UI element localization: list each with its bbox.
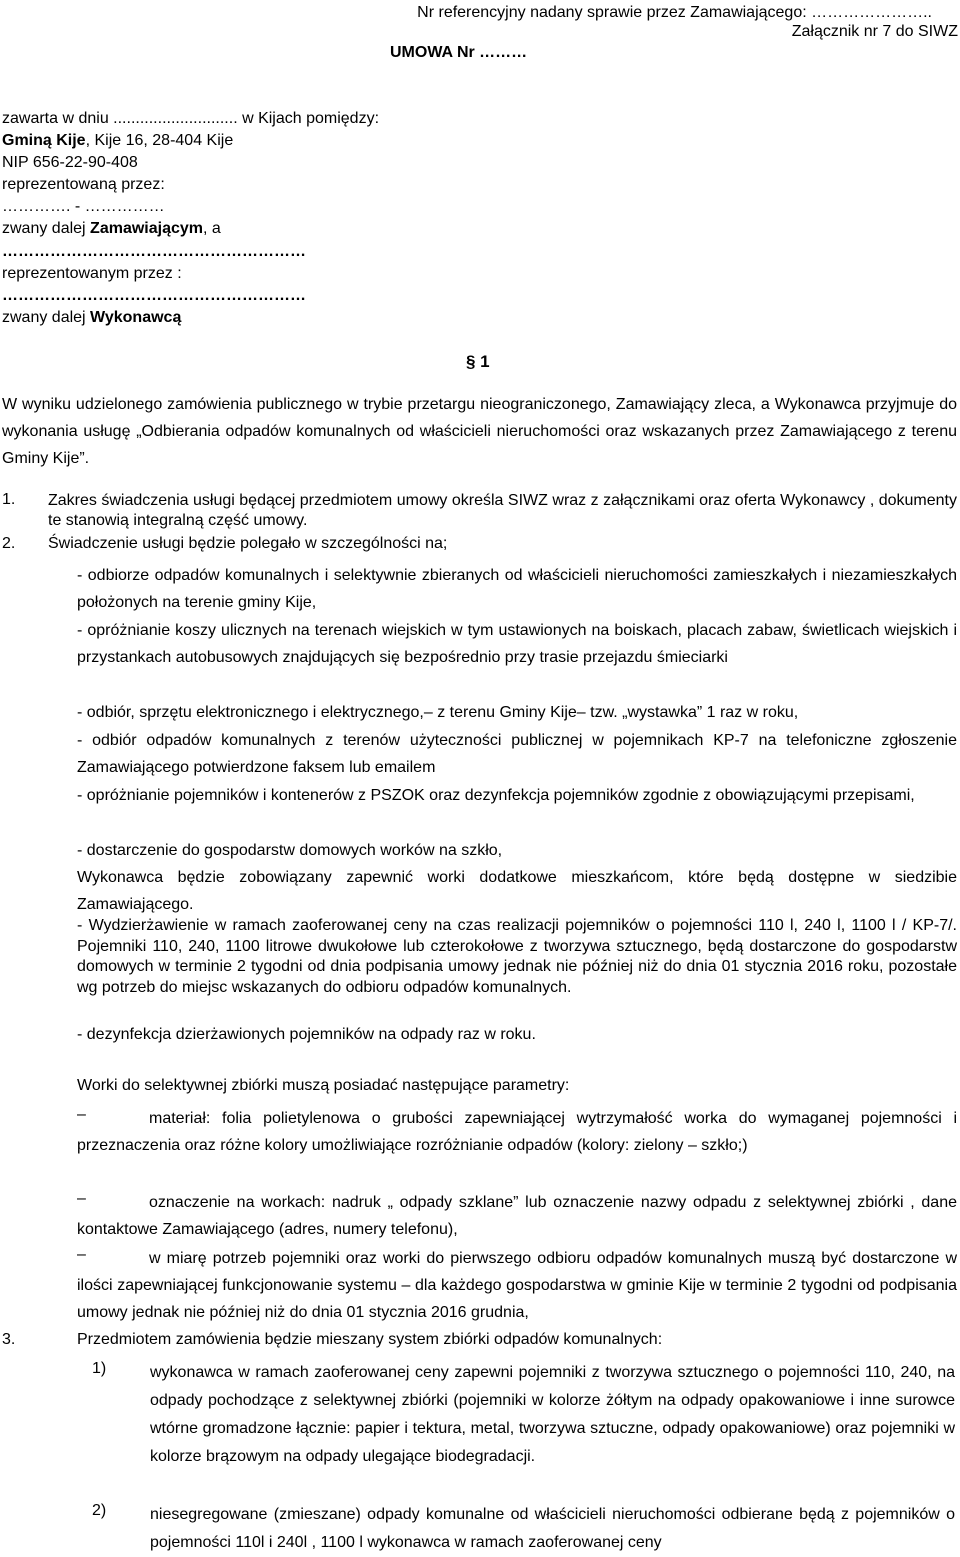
bags-intro: Worki do selektywnej zbiórki muszą posiadać następujące parametry: [77, 1077, 570, 1094]
contract-date-line: zawarta w dniu ............................ w Kijach pomiędzy: [2, 110, 380, 127]
subpoint-number: 1) [92, 1360, 107, 1377]
bag-dash: – [77, 1106, 86, 1123]
reference-number: Nr referencyjny nadany sprawie przez Zamawiającego: ………………….. [417, 4, 932, 21]
representative-placeholder: …………. - …………… [2, 198, 165, 215]
ordering-prefix: zwany dalej [2, 220, 91, 237]
point-3-text: Przedmiotem zamówienia będzie mieszany system zbiórki odpadów komunalnych: [77, 1331, 663, 1348]
contractor-represented-line: reprezentowanym przez : [2, 265, 182, 282]
service-item: - opróżnianie koszy ulicznych na terenach wiejskich w tym ustawionych na boiskach, placach zabaw, świetlicach wiejskich i przystankach autobusowych znajdujących się bezpośrednio przy trasie przejazdu śmieciarki [77, 622, 957, 666]
service-item: Wykonawca będzie zobowiązany zapewnić worki dodatkowe mieszkańcom, które będą dostępne w siedzibie Zamawiającego. [77, 869, 957, 913]
party-municipality [2, 132, 233, 150]
subpoint-number: 2) [92, 1502, 107, 1519]
bag-dash: – [77, 1246, 86, 1263]
service-item: - odbiorze odpadów komunalnych i selektywnie zbieranych od właścicieli nieruchomości zamieszkałych i niezamieszkałych położonych na terenie gminy Kije, [77, 567, 957, 611]
point-2-text: Świadczenie usługi będzie polegało w szczególności na; [48, 535, 448, 552]
annex-label: Załącznik nr 7 do SIWZ [791, 23, 958, 40]
service-item: - odbiór odpadów komunalnych z terenów użyteczności publicznej w pojemnikach KP-7 na telefoniczne zgłoszenie Zamawiającego potwierdzone faksem lub emailem [77, 732, 957, 776]
bag-parameter: oznaczenie na workach: nadruk „ odpady szklane” lub oznaczenie nazwy odpadu z selektywnej zbiórki , dane kontaktowe Zamawiającego (adres, numery telefonu), [77, 1194, 957, 1238]
service-item: - dezynfekcja dzierżawionych pojemników na odpady raz w roku. [77, 1026, 536, 1043]
bag-parameter: materiał: folia polietylenowa o grubości zapewniającej wytrzymałość worka do wymaganej pojemności i przeznaczenia oraz różne kolory umożliwiające rozróżnianie odpadów (kolory: zielony – szkło;) [77, 1110, 957, 1154]
point-1-text: Zakres świadczenia usługi będącej przedmiotem umowy określa SIWZ wraz z załącznikami oraz oferta Wykonawcy , dokumenty te stanowią integralną część umowy. [48, 492, 957, 529]
bag-parameter: w miarę potrzeb pojemniki oraz worki do pierwszego odbioru odpadów komunalnych muszą być dostarczone w ilości zapewniającej funkcjonowanie systemu – dla każdego gospodarstwa w gminie Kije w terminie 2 tygodni od podpisania umowy jednak nie później niż do dnia 01 stycznia 2016 grudnia, [77, 1250, 957, 1321]
contractor-name: Wykonawcą [90, 309, 182, 326]
point-2-number: 2. [2, 535, 16, 552]
service-item: - Wydzierżawienie w ramach zaoferowanej ceny na czas realizacji pojemników o pojemności 110 l, 240 l, 1100 l / KP-7/. Pojemniki 110, 240, 1100 litrowe dwukołowe lub czterokołowe z tworzywa sztucznego, będą dostarczone do gospodarstw domowych w terminie 2 tygodni od dnia podpisania umowy jednak nie później niż do dnia 01 stycznia 2016 roku, pozostałe wg potrzeb do miejsc wskazanych do odbioru odpadów komunalnych. [77, 917, 957, 996]
contract-title: UMOWA Nr ……… [390, 44, 528, 61]
municipality-address: , Kije 16, 28-404 Kije [85, 132, 234, 149]
point-1-number: 1. [2, 491, 16, 508]
contractor-line [2, 309, 181, 327]
nip-line: NIP 656-22-90-408 [2, 154, 138, 171]
service-item: - dostarczenie do gospodarstw domowych worków na szkło, [77, 842, 503, 859]
contractor-prefix: zwany dalej [2, 309, 91, 326]
subpoint-text: wykonawca w ramach zaoferowanej ceny zapewni pojemniki z tworzywa sztucznego o pojemności 110, 240, na odpady pochodzące z selektywnej zbiórki (pojemniki w kolorze żółtym na odpady opakowaniowe i inne surowce wtórne gromadzone łącznie: papier i tektura, metal, tworzywa sztuczne, odpady opakowaniowe) oraz pojemniki w kolorze brązowym na odpady ulegające biodegradacji. [150, 1364, 955, 1465]
intro-paragraph: W wyniku udzielonego zamówienia publicznego w trybie przetargu nieograniczonego, Zamawiający zleca, a Wykonawca przyjmuje do wykonania usługę „Odbierania odpadów komunalnych od właścicieli nieruchomości oraz wskazanych przez Zamawiającego z terenu Gminy Kije”. [2, 396, 957, 467]
point-3-number: 3. [2, 1331, 16, 1348]
service-item: - opróżnianie pojemników i kontenerów z PSZOK oraz dezynfekcja pojemników zgodnie z obowiązującymi przepisami, [77, 787, 915, 804]
bag-dash: – [77, 1190, 86, 1207]
represented-by-line: reprezentowaną przez: [2, 176, 165, 193]
ordering-party-name: Zamawiającym [90, 220, 203, 237]
municipality-name: Gminą Kije [2, 132, 86, 149]
service-item: - odbiór, sprzętu elektronicznego i elektrycznego,– z terenu Gminy Kije– tzw. „wystawka” 1 raz w roku, [77, 704, 799, 721]
contractor-rep-placeholder: ………………………………………………… [2, 287, 306, 304]
ordering-suffix: , a [203, 220, 221, 237]
ordering-party-line [2, 220, 221, 238]
subpoint-text: niesegregowane (zmieszane) odpady komunalne od właścicieli nieruchomości odbierane będą z pojemników o pojemności 110l i 240l , 1100 l wykonawca w ramach zaoferowanej ceny [150, 1506, 955, 1551]
section-mark: § 1 [466, 352, 490, 371]
contractor-placeholder: ………………………………………………… [2, 243, 306, 260]
